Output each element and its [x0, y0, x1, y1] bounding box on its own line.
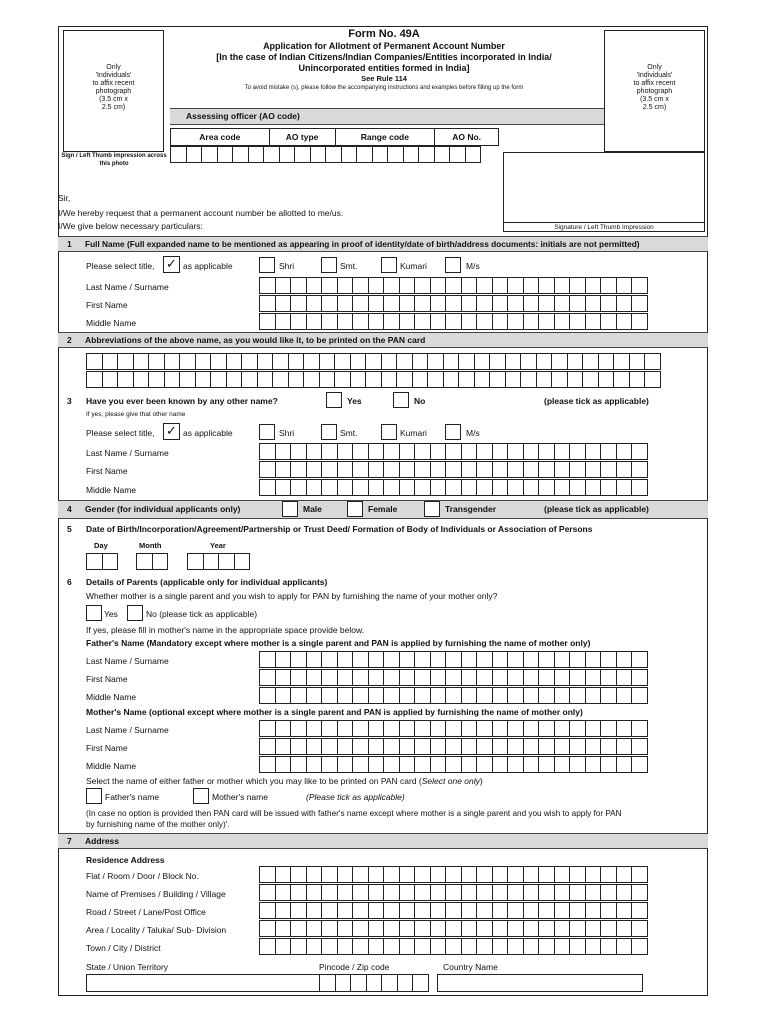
dob-month-boxes[interactable]: [136, 553, 167, 570]
section-5-title: Date of Birth/Incorporation/Agreement/Partnership or Trust Deed/ Formation of Body of Individuals or Association of Persons: [86, 524, 593, 534]
tick-note: (please tick as applicable): [544, 504, 649, 514]
section-title: Full Name (Full expanded name to be mentioned as appearing in proof of identity/date of birth/address documents: initials are not permitted): [85, 239, 640, 249]
flat-boxes[interactable]: [259, 866, 647, 883]
area-boxes[interactable]: [259, 920, 647, 937]
photo-text: photograph: [95, 88, 132, 95]
photo-text: (3.5 cm x: [99, 96, 128, 103]
kumari-checkbox[interactable]: [381, 424, 397, 440]
select-one-text: Select one only: [421, 776, 480, 786]
if-yes-note: If yes, please give that other name: [86, 411, 186, 418]
assessing-officer-title: Assessing officer (AO code): [186, 111, 300, 121]
state-input[interactable]: [86, 974, 320, 992]
select-print-name-note: [86, 776, 483, 786]
state-label: State / Union Territory: [86, 962, 169, 972]
father-first-name-label: First Name: [86, 674, 128, 684]
sign-across-photo-label: Sign / Left Thumb impression across this photo: [61, 153, 167, 167]
father-first-name-boxes[interactable]: [259, 669, 647, 686]
kumari-label: Kumari: [400, 261, 427, 271]
ao-no-header: AO No.: [434, 128, 499, 146]
photo-text: photograph: [636, 88, 673, 95]
ms-checkbox[interactable]: [445, 424, 461, 440]
town-boxes[interactable]: [259, 938, 647, 955]
form-subtitle: [In the case of Indian Citizens/Indian Companies/Entities incorporated in India/: [216, 52, 552, 62]
title-tick-box[interactable]: ✓: [163, 423, 180, 440]
print-father-label: Father's name: [105, 792, 160, 802]
single-parent-yes-label: Yes: [104, 609, 118, 619]
photo-box-left[interactable]: [63, 30, 164, 152]
transgender-checkbox[interactable]: [424, 501, 440, 517]
father-last-name-label: Last Name / Surname: [86, 656, 169, 666]
shri-checkbox[interactable]: [259, 424, 275, 440]
tick-note: (please tick as applicable): [544, 396, 649, 406]
select-close-text: ): [479, 776, 483, 786]
mother-first-name-label: First Name: [86, 743, 128, 753]
shri-label: Shri: [279, 428, 295, 438]
mother-name-heading: Mother's Name (optional except where mother is a single parent and PAN is applied by furnishing the name of mother only): [86, 707, 583, 717]
signature-box[interactable]: [503, 152, 705, 232]
single-parent-no-checkbox[interactable]: [127, 605, 143, 621]
other-middle-name-label: Middle Name: [86, 485, 137, 495]
ms-label: M/s: [466, 261, 480, 271]
abbreviation-boxes-row1[interactable]: [86, 353, 660, 370]
middle-name-boxes[interactable]: [259, 313, 647, 330]
ao-type-header: AO type: [269, 128, 336, 146]
other-name-no-checkbox[interactable]: [393, 392, 409, 408]
dob-year-boxes[interactable]: [187, 553, 249, 570]
single-parent-no-label: No (please tick as applicable): [146, 609, 258, 619]
father-middle-name-boxes[interactable]: [259, 687, 647, 704]
other-last-name-label: Last Name / Surname: [86, 448, 169, 458]
other-name-yes-checkbox[interactable]: [326, 392, 342, 408]
photo-text: to affix recent: [92, 80, 135, 87]
section-6-number: 6: [67, 577, 72, 587]
section-title: Abbreviations of the above name, as you would like it, to be printed on the PAN card: [85, 335, 426, 345]
print-mother-checkbox[interactable]: [193, 788, 209, 804]
smt-checkbox[interactable]: [321, 424, 337, 440]
as-applicable-label: as applicable: [183, 428, 233, 438]
mother-middle-name-label: Middle Name: [86, 761, 137, 771]
other-last-name-boxes[interactable]: [259, 443, 647, 460]
other-name-yes-label: Yes: [347, 396, 362, 406]
photo-text: Only: [106, 64, 121, 71]
photo-text: (3.5 cm x: [640, 96, 669, 103]
shri-label: Shri: [279, 261, 295, 271]
kumari-label: Kumari: [400, 428, 427, 438]
photo-text: 2.5 cm): [642, 104, 667, 111]
photo-text: 'Individuals': [95, 72, 132, 79]
month-label: Month: [139, 541, 162, 550]
other-name-no-label: No: [414, 396, 426, 406]
female-checkbox[interactable]: [347, 501, 363, 517]
residence-address-heading: Residence Address: [86, 855, 165, 865]
shri-checkbox[interactable]: [259, 257, 275, 273]
last-name-label: Last Name / Surname: [86, 282, 169, 292]
title-tick-box[interactable]: ✓: [163, 256, 180, 273]
road-label: Road / Street / Lane/Post Office: [86, 907, 206, 917]
section-7-header: [58, 833, 708, 849]
intro-line2: I/We give below necessary particulars:: [58, 221, 203, 231]
year-label: Year: [210, 541, 226, 550]
premises-boxes[interactable]: [259, 884, 647, 901]
section-number: 4: [67, 504, 72, 514]
section-number: 2: [67, 335, 72, 345]
last-name-boxes[interactable]: [259, 277, 647, 294]
ao-code-headers: [170, 128, 498, 146]
father-name-heading: Father's Name (Mandatory except where mother is a single parent and PAN is applied by furnishing the name of mother only): [86, 638, 591, 648]
section-number: 1: [67, 239, 72, 249]
smt-label: Smt.: [340, 428, 358, 438]
country-input[interactable]: [437, 974, 643, 992]
male-checkbox[interactable]: [282, 501, 298, 517]
dob-day-boxes[interactable]: [86, 553, 117, 570]
father-middle-name-label: Middle Name: [86, 692, 137, 702]
other-first-name-boxes[interactable]: [259, 461, 647, 478]
mother-first-name-boxes[interactable]: [259, 738, 647, 755]
single-parent-question: Whether mother is a single parent and you wish to apply for PAN by furnishing the name of your mother only?: [86, 591, 498, 601]
mother-middle-name-boxes[interactable]: [259, 756, 647, 773]
select-title-label: Please select title,: [86, 261, 155, 271]
ms-checkbox[interactable]: [445, 257, 461, 273]
intro-sir: Sir,: [58, 193, 71, 203]
print-tick-note: (Please tick as applicable): [306, 792, 405, 802]
form-note: To avoid mistake (s), please follow the accompanying instructions and examples before filling up the form: [244, 85, 524, 91]
area-label: Area / Locality / Taluka/ Sub- Division: [86, 925, 227, 935]
print-father-checkbox[interactable]: [86, 788, 102, 804]
road-boxes[interactable]: [259, 902, 647, 919]
abbreviation-boxes-row2[interactable]: [86, 371, 660, 388]
photo-box-right[interactable]: [604, 30, 705, 152]
smt-checkbox[interactable]: [321, 257, 337, 273]
smt-label: Smt.: [340, 261, 358, 271]
section-5-number: 5: [67, 524, 72, 534]
section-1-header: [58, 236, 708, 252]
section-3-title: Have you ever been known by any other name?: [86, 396, 278, 406]
select-title-label: Please select title,: [86, 428, 155, 438]
premises-label: Name of Premises / Building / Village: [86, 889, 226, 899]
section-2-header: [58, 332, 708, 348]
form-number: Form No. 49A: [348, 28, 420, 40]
photo-text: 2.5 cm): [101, 104, 126, 111]
section-number: 7: [67, 836, 72, 846]
male-label: Male: [303, 504, 322, 514]
country-label: Country Name: [443, 962, 498, 972]
photo-text: to affix recent: [633, 80, 676, 87]
ao-code-boxes[interactable]: [170, 146, 480, 163]
town-label: Town / City / District: [86, 943, 161, 953]
form-header: [170, 28, 598, 92]
kumari-checkbox[interactable]: [381, 257, 397, 273]
range-code-header: Range code: [335, 128, 436, 146]
other-first-name-label: First Name: [86, 466, 128, 476]
signature-label: Signature / Left Thumb Impression: [503, 222, 705, 232]
section-title: Address: [85, 836, 120, 846]
print-default-note-1: (In case no option is provided then PAN card will be issued with father's name except where mother is a single parent and you wish to apply for PAN: [86, 809, 622, 818]
area-code-header: Area code: [170, 128, 270, 146]
female-label: Female: [368, 504, 398, 514]
as-applicable-label: as applicable: [183, 261, 233, 271]
print-default-note-2: by furnishing name of the mother only)'.: [86, 820, 230, 829]
form-rule: See Rule 114: [361, 74, 407, 83]
middle-name-label: Middle Name: [86, 318, 137, 328]
form-subtitle: Unincorporated entities formed in India]: [298, 63, 470, 73]
other-middle-name-boxes[interactable]: [259, 479, 647, 496]
first-name-boxes[interactable]: [259, 295, 647, 312]
single-parent-yes-checkbox[interactable]: [86, 605, 102, 621]
select-print-text: Select the name of either father or mother which you may like to be printed on PAN card (: [86, 776, 422, 786]
first-name-label: First Name: [86, 300, 128, 310]
if-yes-mother-note: If yes, please fill in mother's name in the appropriate space provide below.: [86, 625, 365, 635]
pincode-label: Pincode / Zip code: [319, 962, 390, 972]
section-3-number: 3: [67, 396, 72, 406]
photo-text: Only: [647, 64, 662, 71]
print-mother-label: Mother's name: [212, 792, 268, 802]
section-title: Gender (for individual applicants only): [85, 504, 241, 514]
mother-last-name-label: Last Name / Surname: [86, 725, 169, 735]
form-title: Application for Allotment of Permanent Account Number: [263, 41, 505, 51]
pincode-boxes[interactable]: [319, 974, 428, 992]
father-last-name-boxes[interactable]: [259, 651, 647, 668]
photo-text: 'Individuals': [636, 72, 673, 79]
ms-label: M/s: [466, 428, 480, 438]
flat-label: Flat / Room / Door / Block No.: [86, 871, 199, 881]
intro-line1: I/We hereby request that a permanent account number be allotted to me/us.: [58, 208, 344, 218]
day-label: Day: [94, 541, 108, 550]
section-6-title: Details of Parents (applicable only for individual applicants): [86, 577, 328, 587]
transgender-label: Transgender: [445, 504, 497, 514]
mother-last-name-boxes[interactable]: [259, 720, 647, 737]
